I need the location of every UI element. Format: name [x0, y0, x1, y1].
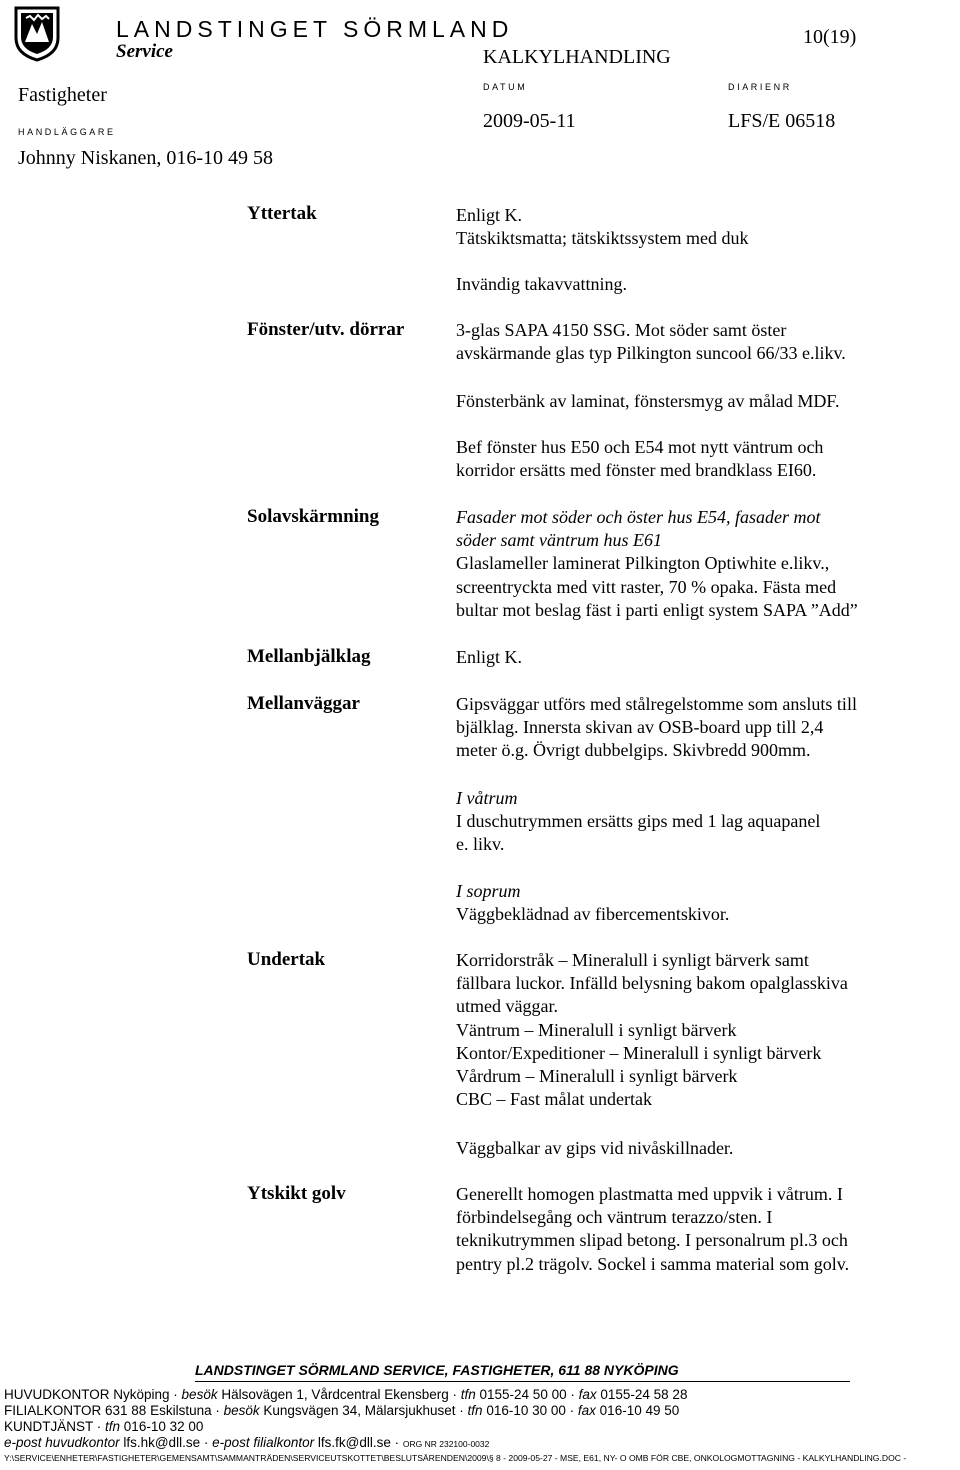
footer-title: LANDSTINGET SÖRMLAND SERVICE, FASTIGHETER, 611 88 NYKÖPING [195, 1362, 679, 1378]
section-label-undertak: Undertak [247, 949, 326, 970]
email-link-huvudkontor[interactable]: lfs.hk@dll.se [123, 1435, 201, 1450]
section-text-mellanvaggar-vatrum: I våtrum I duschutrymmen ersätts gips med 1 lag aquapanel e. likv. [456, 788, 821, 855]
section-label-solavskarmning: Solavskärmning [247, 506, 379, 527]
document-type: KALKYLHANDLING [483, 46, 671, 68]
section-label-fonster: Fönster/utv. dörrar [247, 319, 405, 340]
section-text-yttertak: Enligt K. Tätskiktsmatta; tätskiktssystem med duk [456, 205, 749, 249]
section-text-ytskikt-golv: Generellt homogen plastmatta med uppvik i våtrum. I förbindelsegång och väntrum terazzo/sten. I teknikutrymmen slipad betong. I personalrum pl.3 och pentry pl.2 trägolv. Sockel i samma material som golv. [456, 1184, 850, 1274]
document-date: 2009-05-11 [483, 110, 576, 132]
section-text-yttertak-2: Invändig takavvattning. [456, 274, 627, 294]
landstinget-seal-logo [12, 4, 62, 62]
section-label-ytskikt-golv: Ytskikt golv [247, 1183, 346, 1204]
section-label-mellanvaggar: Mellanväggar [247, 693, 360, 714]
section-text-solavskarmning: Fasader mot söder och öster hus E54, fasader mot söder samt väntrum hus E61 Glaslameller laminerat Pilkington Optiwhite e.likv., screentryckta med vitt raster, 70 % opaka. Fästa med bultar mot beslag fäst i parti enligt system SAPA ”Add” [456, 507, 858, 620]
footer-file-path: Y:\SERVICE\ENHETER\FASTIGHETER\GEMENSAMT\SAMMANTRÄDEN\SERVICEUTSKOTTET\BESLUTSÄRENDEN\2009\§ 8 - 2009-05-27 - MSE, E61, NY- O OMB FÖR CBE, ONKOLOGMOTTAGNING - KALKYLHANDLING.DOC - [4, 1453, 907, 1463]
footer-line-kundtjanst: KUNDTJÄNST · tfn 016-10 32 00 [4, 1419, 204, 1434]
section-label-mellanbjalklag: Mellanbjälklag [247, 646, 371, 667]
section-text-undertak: Korridorstråk – Mineralull i synligt bärverk samt fällbara luckor. Infälld belysning bakom opalglasskiva utmed väggar. Väntrum – Mineralull i synligt bärverk Kontor/Expeditioner – Mineralull i synligt bärverk Vårdrum – Mineralull i synligt bärverk CBC – Fast målat undertak [456, 950, 848, 1110]
footer-line-email: e-post huvudkontor lfs.hk@dll.se · e-post filialkontor lfs.fk@dll.se · ORG NR 232100-0032 [4, 1435, 490, 1450]
footer-line-huvudkontor: HUVUDKONTOR Nyköping · besök Hälsovägen 1, Vårdcentral Ekensberg · tfn 0155-24 50 00 · fax 0155-24 58 28 [4, 1387, 688, 1402]
section-label-yttertak: Yttertak [247, 203, 317, 224]
footer-divider [195, 1381, 850, 1382]
section-text-mellanvaggar-soprum: I soprum Väggbeklädnad av fibercementskivor. [456, 881, 730, 925]
handler-name: Johnny Niskanen, 016-10 49 58 [18, 147, 273, 169]
diary-number: LFS/E 06518 [728, 110, 836, 132]
page-number: 10(19) [803, 26, 857, 48]
org-name: LANDSTINGET SÖRMLAND [116, 16, 514, 42]
section-text-fonster-3: Bef fönster hus E50 och E54 mot nytt väntrum och korridor ersätts med fönster med brandklass EI60. [456, 437, 824, 481]
section-text-undertak-2: Väggbalkar av gips vid nivåskillnader. [456, 1138, 734, 1158]
footer-line-filialkontor: FILIALKONTOR 631 88 Eskilstuna · besök Kungsvägen 34, Mälarsjukhuset · tfn 016-10 30 00 · fax 016-10 49 50 [4, 1403, 680, 1418]
org-subtitle: Service [116, 41, 173, 62]
section-text-fonster-2: Fönsterbänk av laminat, fönstersmyg av målad MDF. [456, 391, 840, 411]
email-link-filialkontor[interactable]: lfs.fk@dll.se [317, 1435, 391, 1450]
section-text-mellanvaggar: Gipsväggar utförs med stålregelstomme som ansluts till bjälklag. Innersta skivan av OSB-board upp till 2,4 meter ö.g. Övrigt dubbelgips. Skivbredd 900mm. [456, 694, 857, 761]
label-handler: HANDLÄGGARE [18, 127, 116, 137]
section-text-mellanbjalklag: Enligt K. [456, 647, 522, 667]
section-text-fonster: 3-glas SAPA 4150 SSG. Mot söder samt öster avskärmande glas typ Pilkington suncool 66/33 e.likv. [456, 320, 846, 364]
department: Fastigheter [18, 84, 107, 106]
label-date: DATUM [483, 82, 528, 92]
label-diary-number: DIARIENR [728, 82, 792, 92]
